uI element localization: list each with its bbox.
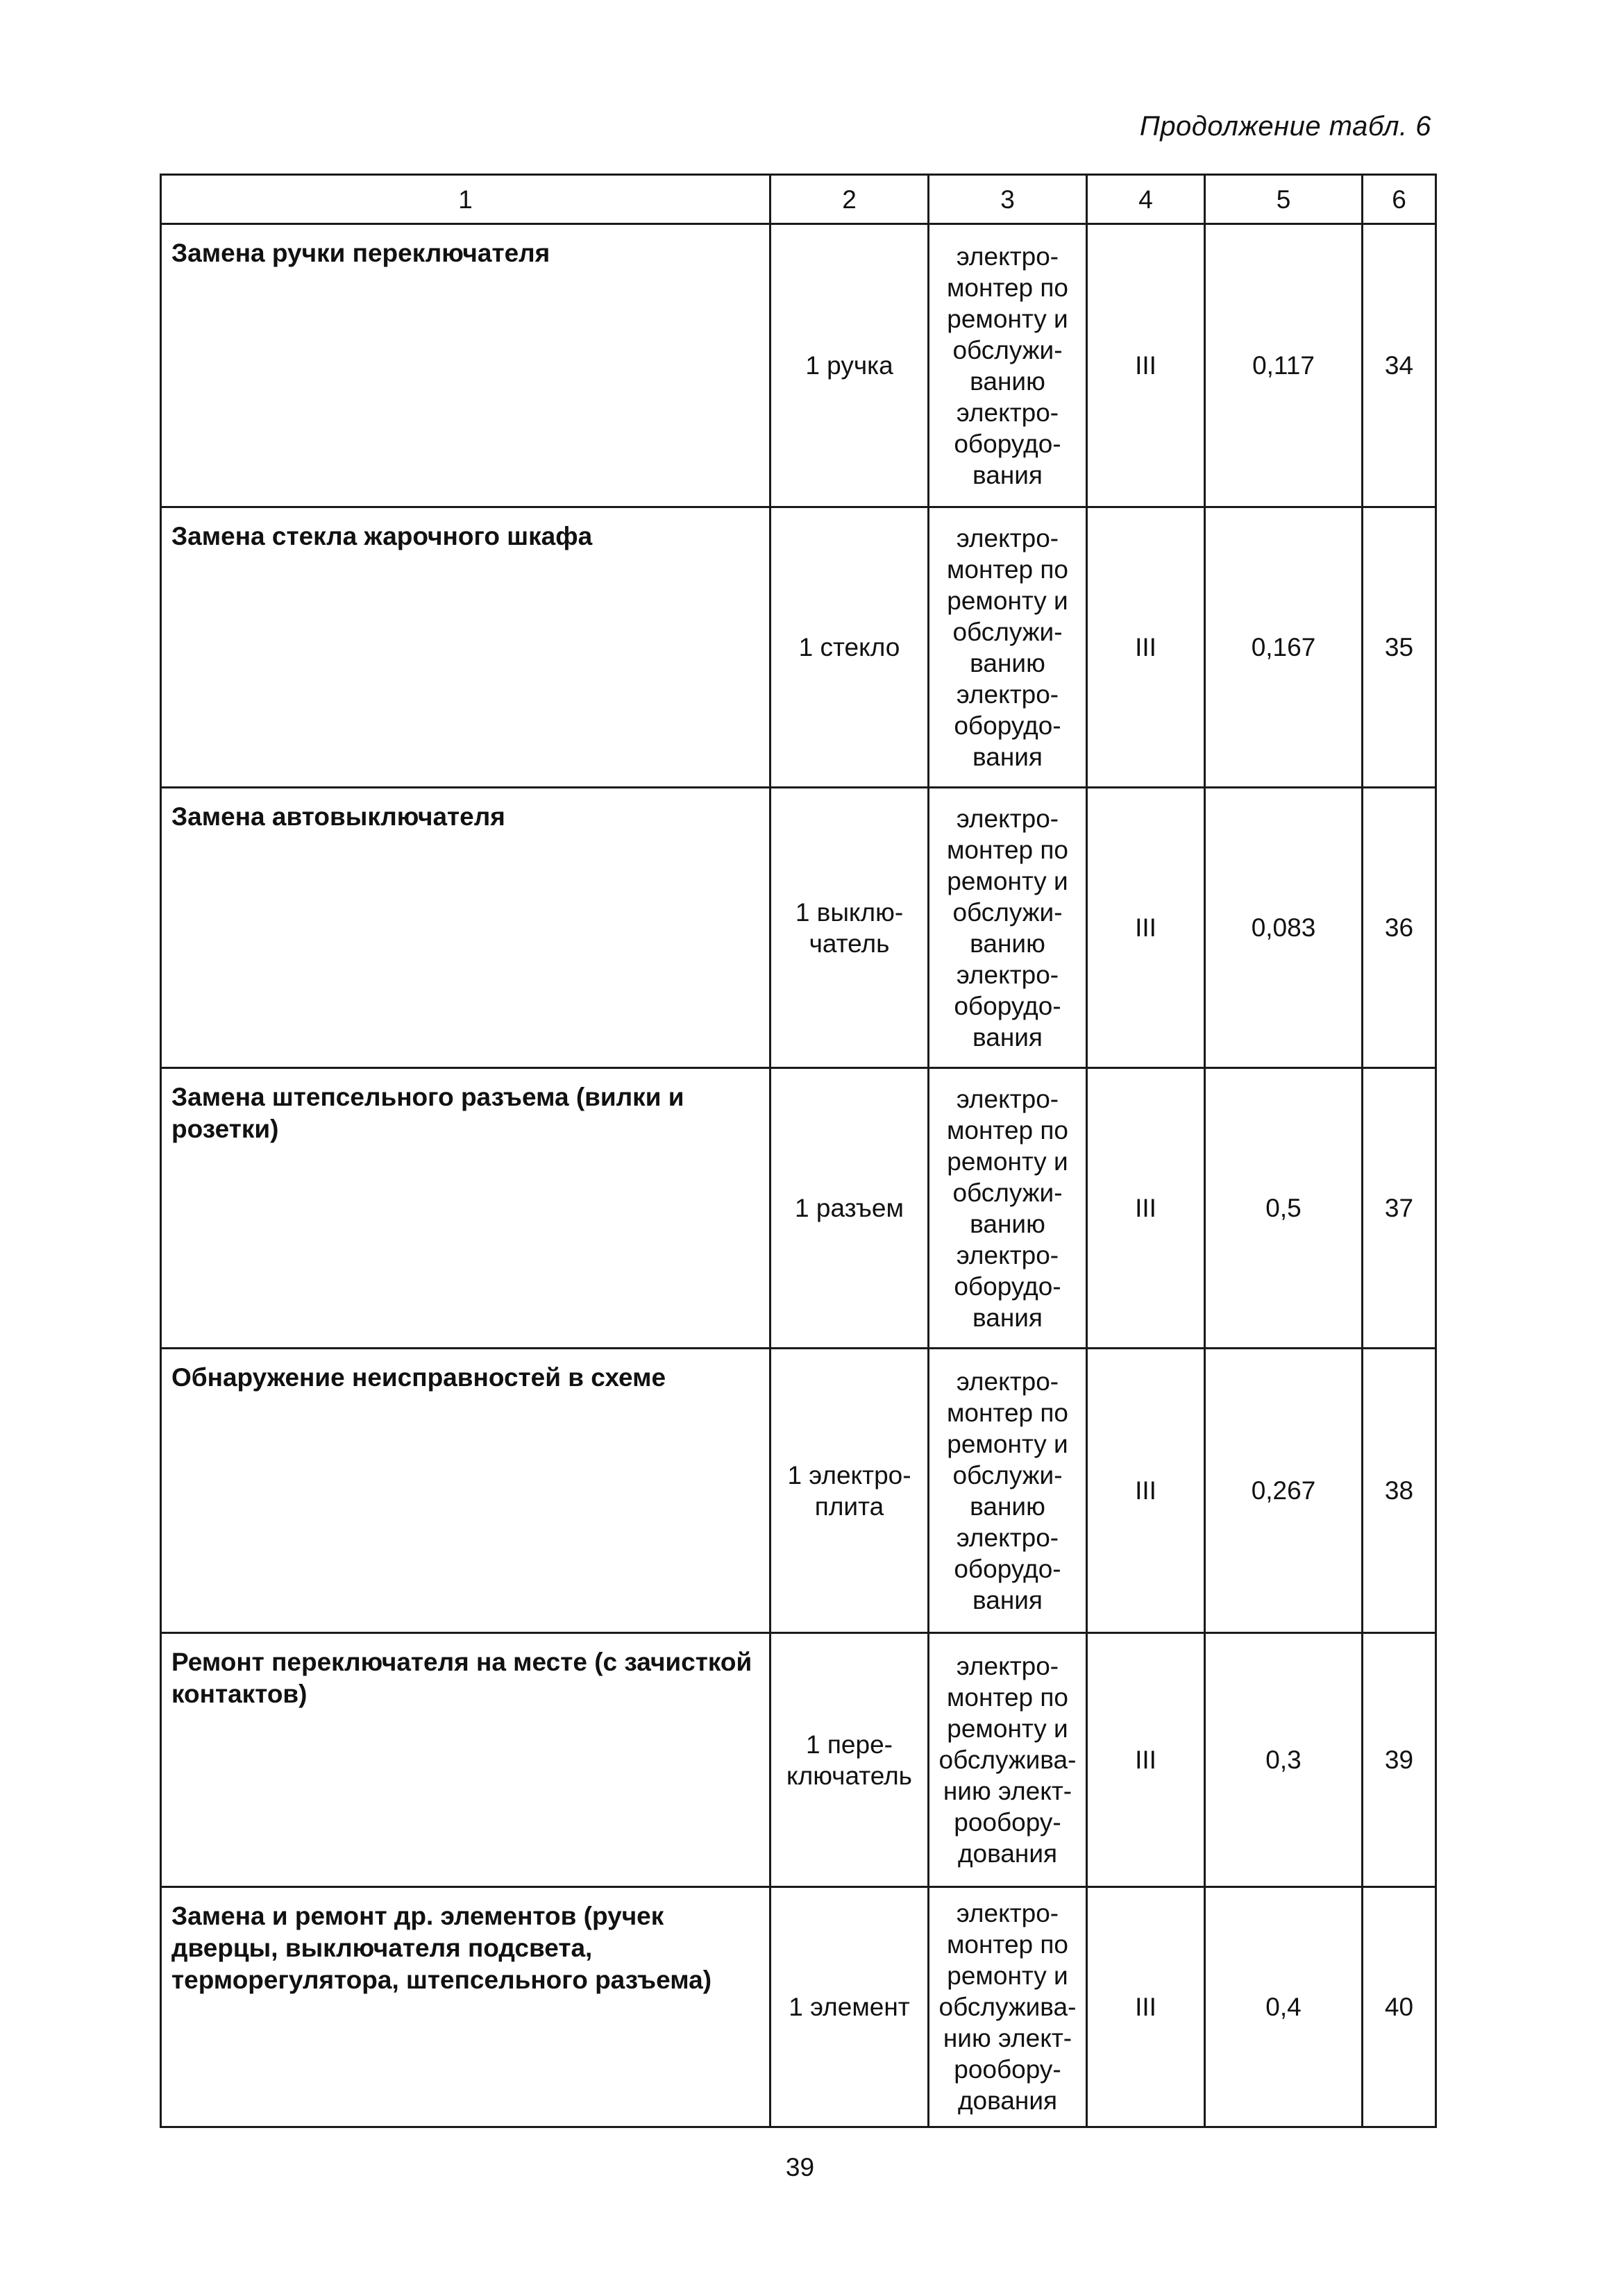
grade-cell: III: [1087, 788, 1205, 1068]
operation-cell: Замена автовыключателя: [161, 788, 770, 1068]
grade-cell: III: [1087, 1349, 1205, 1633]
norm-cell: 0,4: [1205, 1887, 1363, 2127]
number-cell: 34: [1363, 224, 1436, 507]
column-number: 4: [1087, 175, 1205, 224]
worker-cell: электро- монтер по ремонту и обслужи- ванию электро- оборудо- вания: [929, 1068, 1087, 1349]
grade-cell: III: [1087, 1068, 1205, 1349]
norm-cell: 0,117: [1205, 224, 1363, 507]
number-cell: 38: [1363, 1349, 1436, 1633]
operation-cell: Замена штепсельного разъема (вилки и розетки): [161, 1068, 770, 1349]
table-row: [161, 224, 1436, 507]
operation-cell: Замена стекла жарочного шкафа: [161, 507, 770, 788]
grade-cell: III: [1087, 1887, 1205, 2127]
grade-cell: III: [1087, 507, 1205, 788]
operation-cell: Замена и ремонт др. элементов (ручек дверцы, выключателя подсвета, терморегулятора, штепсельного разъема): [161, 1887, 770, 2127]
operation-cell: Ремонт переключателя на месте (с зачисткой контактов): [161, 1633, 770, 1887]
table-continuation-label: Продолжение табл. 6: [1139, 111, 1431, 142]
column-number: 3: [929, 175, 1087, 224]
table-row: [161, 788, 1436, 1068]
worker-cell: электро- монтер по ремонту и обслужи- ванию электро- оборудо- вания: [929, 224, 1087, 507]
table-row: [161, 507, 1436, 788]
table-row: [161, 1068, 1436, 1349]
unit-cell: 1 ручка: [770, 224, 929, 507]
column-number: 6: [1363, 175, 1436, 224]
grade-cell: III: [1087, 1633, 1205, 1887]
operation-cell: Обнаружение неисправностей в схеме: [161, 1349, 770, 1633]
norm-cell: 0,083: [1205, 788, 1363, 1068]
grade-cell: III: [1087, 224, 1205, 507]
unit-cell: 1 стекло: [770, 507, 929, 788]
unit-cell: 1 пере- ключатель: [770, 1633, 929, 1887]
number-cell: 40: [1363, 1887, 1436, 2127]
norm-cell: 0,5: [1205, 1068, 1363, 1349]
unit-cell: 1 выклю- чатель: [770, 788, 929, 1068]
column-number: 2: [770, 175, 929, 224]
norms-table: [160, 174, 1437, 2128]
unit-cell: 1 элемент: [770, 1887, 929, 2127]
norm-cell: 0,3: [1205, 1633, 1363, 1887]
norm-cell: 0,167: [1205, 507, 1363, 788]
number-cell: 35: [1363, 507, 1436, 788]
table-row: [161, 1633, 1436, 1887]
number-cell: 39: [1363, 1633, 1436, 1887]
column-number: 1: [161, 175, 770, 224]
unit-cell: 1 электро- плита: [770, 1349, 929, 1633]
page-number: 39: [785, 2153, 815, 2181]
worker-cell: электро- монтер по ремонту и обслужи- ванию электро- оборудо- вания: [929, 507, 1087, 788]
number-cell: 37: [1363, 1068, 1436, 1349]
table-row: [161, 1349, 1436, 1633]
column-number-row: [161, 175, 1436, 224]
worker-cell: электро- монтер по ремонту и обслужи- ванию электро- оборудо- вания: [929, 788, 1087, 1068]
column-number: 5: [1205, 175, 1363, 224]
table-row: [161, 1887, 1436, 2127]
worker-cell: электро- монтер по ремонту и обслужива- нию элект- рообору- дования: [929, 1887, 1087, 2127]
number-cell: 36: [1363, 788, 1436, 1068]
worker-cell: электро- монтер по ремонту и обслужива- нию элект- рообору- дования: [929, 1633, 1087, 1887]
operation-cell: Замена ручки переключателя: [161, 224, 770, 507]
norm-cell: 0,267: [1205, 1349, 1363, 1633]
worker-cell: электро- монтер по ремонту и обслужи- ванию электро- оборудо- вания: [929, 1349, 1087, 1633]
unit-cell: 1 разъем: [770, 1068, 929, 1349]
